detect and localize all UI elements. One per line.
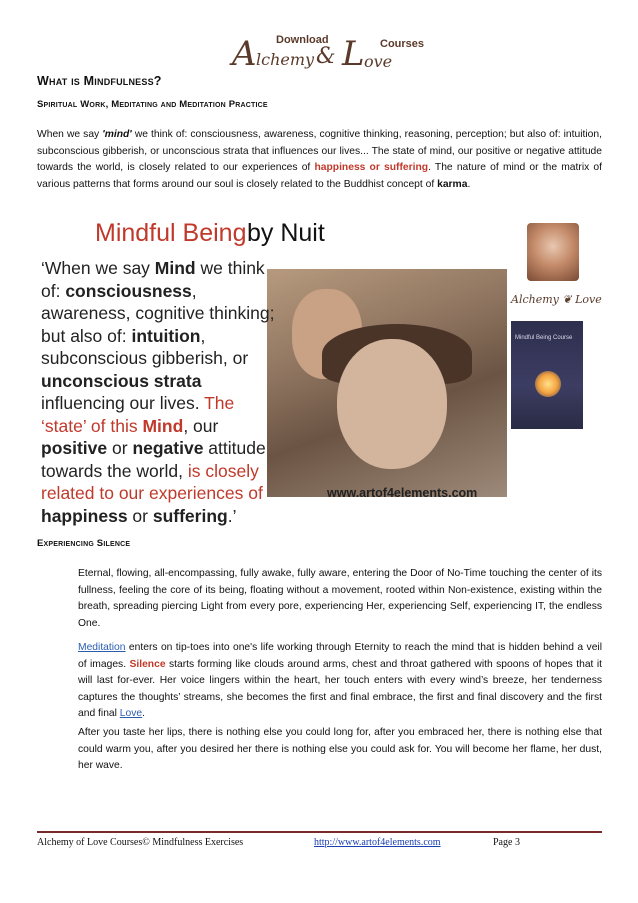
mindful-being-poster (37, 213, 602, 531)
logo-word-lchemy: lchemy (256, 50, 315, 69)
page-heading: What is Mindfulness? (37, 74, 162, 88)
pq-3: , awareness, cognitive thinking; but also of: (41, 280, 275, 346)
children-photo (267, 269, 507, 497)
pq-intuition: intuition (131, 325, 201, 346)
paragraph-1: Eternal, flowing, all-encompassing, fully awake, fully aware, entering the Door of No-Time touching the center of its fullness, feeling the core of its being, floating without a movement, rooted within Non-existence, existing within the breath, spreading piercing Light from every pore, experiencing Her, experiencing Self, experiencing IT, the endless One. (78, 568, 602, 629)
footer-page-number: Page 3 (493, 837, 520, 848)
pq-mind-2: Mind (142, 415, 184, 436)
poster-quote (41, 257, 281, 527)
pq-happiness: happiness (41, 505, 128, 526)
pq-mind: Mind (154, 258, 196, 278)
intro-text-4: . (467, 178, 471, 190)
pq-8: attitude towards the world, (41, 438, 266, 481)
paragraph-3: After you taste her lips, there is nothing else you could long for, after you embraced her, there is nothing else that could warm you, after you desired her there is nothing else you could ask for. You will become her flame, her dust, her wave. (78, 727, 602, 772)
intro-paragraph (37, 127, 602, 193)
pq-unconscious: unconscious strata (41, 370, 202, 391)
meditation-link[interactable]: Meditation (78, 642, 126, 653)
page-subheading: Spiritual Work, Meditating and Meditation Practice (37, 99, 268, 110)
brand-logo (228, 28, 428, 78)
footer-link[interactable]: http://www.artof4elements.com (314, 837, 441, 848)
pq-7: or (107, 438, 133, 458)
child-face-2 (337, 339, 447, 469)
logo-download-text: Download (276, 34, 329, 46)
candle-flame (535, 371, 561, 397)
pq-positive: positive (41, 438, 108, 458)
p2-text-2: starts forming like clouds around arms, chest and throat gathered with spoons of hopes that it will last for-ever. Her voice lingers within the heart, her touch enters with every wind’s breeze, her tenderness captures the thoughts’ streams, she becomes the first and final embrace, the first and final discovery and the first and final (78, 658, 602, 720)
p2-text-3: . (142, 708, 146, 720)
poster-mini-logo: Alchemy ❦ Love (511, 293, 602, 306)
book-cover (511, 321, 583, 429)
logo-word-ove: ove (364, 52, 393, 71)
book-title: Mindful Being Course (515, 335, 573, 341)
footer-left: Alchemy of Love Courses© Mindfulness Exercises (37, 837, 244, 848)
pq-2: we think of: (41, 258, 265, 301)
pq-5: influencing our lives. (41, 393, 205, 413)
logo-letter-a: A (232, 34, 257, 74)
intro-mind-term: 'mind' (102, 129, 132, 140)
intro-karma-term: karma (437, 178, 468, 190)
poster-title: Mindful Being (95, 219, 247, 247)
pq-10: .’ (227, 505, 237, 526)
poster-author: by Nuit (247, 219, 325, 247)
p2-text-1: enters on tip-toes into one's life working through Eternity to reach the mind that is hidden behind a veil of images. (78, 642, 602, 670)
logo-courses-text: Courses (380, 38, 425, 50)
author-portrait (527, 223, 579, 281)
silence-highlight: Silence (129, 658, 166, 670)
love-link[interactable]: Love (119, 708, 143, 720)
poster-url: www.artof4elements.com (327, 486, 478, 500)
intro-text-1: When we say (37, 129, 103, 140)
section-heading: Experiencing Silence (37, 538, 131, 549)
intro-highlight: happiness or suffering (314, 162, 429, 174)
logo-letter-l: L (342, 34, 365, 74)
pq-1: ‘When we say (41, 258, 155, 278)
pq-red-1: The ‘state’ of this (41, 393, 235, 436)
pq-negative: negative (132, 438, 204, 458)
logo-ampersand: & (316, 44, 336, 69)
paragraph-2 (78, 640, 602, 723)
pq-consciousness: consciousness (65, 280, 192, 301)
footer-divider (37, 831, 602, 833)
pq-4: , subconscious gibberish, or (41, 325, 249, 368)
pq-6: , our (183, 415, 219, 436)
pq-9: or (127, 505, 153, 526)
intro-text-3: . The nature of mind or the matrix of various patterns that forms around our soul is closely related to the Buddhist concept of (37, 162, 603, 190)
pq-suffering: suffering (152, 505, 228, 526)
pq-red-2: is closely related to our experiences of (41, 460, 263, 503)
intro-text-2: we think of: consciousness, awareness, cognitive thinking, reasoning, perception; but also of: intuition, subconscious gibberish, or unconscious strata that influences our lives... The state of mind, our positive or negative attitude towards the world, is closely related to our experiences of (37, 129, 602, 174)
